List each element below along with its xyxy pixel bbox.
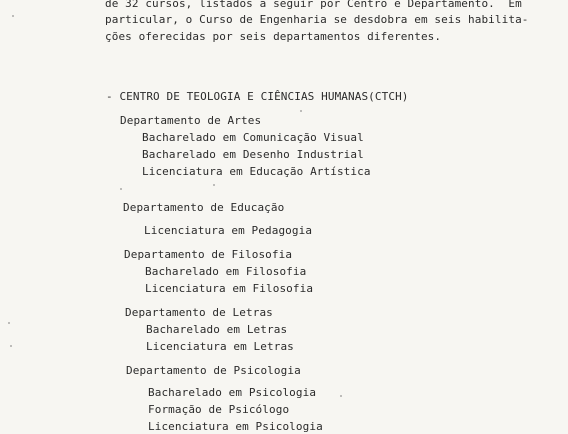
scan-speck <box>340 395 342 397</box>
course-item: Licenciatura em Letras <box>146 340 294 353</box>
dept-filosofia: Departamento de Filosofia <box>124 248 293 261</box>
scan-speck <box>10 345 12 347</box>
course-item: Bacharelado em Desenho Industrial <box>142 148 364 161</box>
course-item: Bacharelado em Comunicação Visual <box>142 131 364 144</box>
course-item: Bacharelado em Psicologia <box>148 386 317 399</box>
course-item: Bacharelado em Filosofia <box>145 265 307 278</box>
intro-line-1: de 32 cursos, listados a seguir por Centro e Departamento. Em <box>105 0 522 10</box>
scan-speck <box>120 188 122 190</box>
dept-psicologia: Departamento de Psicologia <box>126 364 301 377</box>
dept-letras: Departamento de Letras <box>125 306 273 319</box>
course-item: Licenciatura em Educação Artística <box>142 165 371 178</box>
course-item: Bacharelado em Letras <box>146 323 288 336</box>
course-item: Formação de Psicólogo <box>148 403 290 416</box>
scan-speck <box>213 184 215 186</box>
scan-speck <box>12 15 14 17</box>
intro-line-3: ções oferecidas por seis departamentos diferentes. <box>105 30 442 43</box>
intro-line-2: particular, o Curso de Engenharia se desdobra em seis habilita- <box>105 13 529 26</box>
dept-educacao: Departamento de Educação <box>123 201 285 214</box>
course-item: Licenciatura em Filosofia <box>145 282 314 295</box>
course-item: Licenciatura em Pedagogia <box>144 224 313 237</box>
centro-heading: - CENTRO DE TEOLOGIA E CIÊNCIAS HUMANAS(CTCH) <box>106 90 409 103</box>
scan-speck <box>8 322 10 324</box>
scan-speck <box>300 110 302 112</box>
dept-artes: Departamento de Artes <box>120 114 262 127</box>
course-item: Licenciatura em Psicologia <box>148 420 323 433</box>
